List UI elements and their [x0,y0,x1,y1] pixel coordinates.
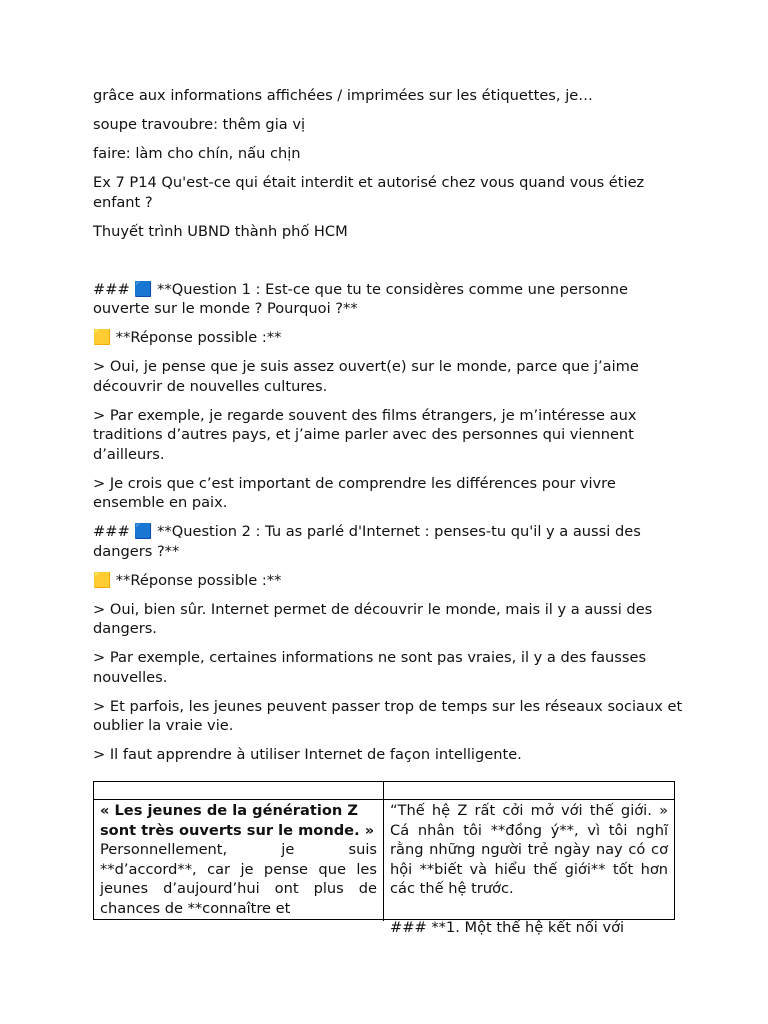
answer-label: 🟨 **Réponse possible :** [93,329,282,346]
blank-line [93,251,683,280]
table-header-cell-right [384,782,674,799]
table-header-row [94,782,674,800]
table-cell-vietnamese [384,800,674,936]
cell-heading: « Les jeunes de la génération Z sont très ouverts sur le monde. » [100,802,375,839]
answer-line: > Il faut apprendre à utiliser Internet de façon intelligente. [93,746,522,763]
answer-line: > Par exemple, certaines informations ne sont pas vraies, il y a des fausses nouvelles. [93,649,647,686]
answer-line: > Je crois que c’est important de comprendre les différences pour vivre ensemble en paix. [93,474,616,511]
answer-line: > Par exemple, je regarde souvent des films étrangers, je m’intéresse aux traditions d’autres pays, et j’aime parler avec des personnes qui viennent d’ailleurs. [93,406,637,463]
table-header-cell-left [94,782,384,799]
paragraph: soupe travoubre: thêm gia vị [93,116,306,133]
paragraph: grâce aux informations affichées / imprimées sur les étiquettes, je… [93,87,593,104]
answer-line: > Oui, bien sûr. Internet permet de découvrir le monde, mais il y a aussi des dangers. [93,600,653,637]
answer-line: > Oui, je pense que je suis assez ouvert(e) sur le monde, parce que j’aime découvrir de nouvelles cultures. [93,358,639,395]
question-heading: ### 🟦 **Question 2 : Tu as parlé d'Internet : penses-tu qu'il y a aussi des dangers ?** [93,523,641,560]
document-body [93,86,683,774]
table-row [94,800,674,936]
cell-text: ### **1. Một thế hệ kết nối với [390,918,625,936]
answer-label: 🟨 **Réponse possible :** [93,571,282,589]
blank-line [390,899,668,918]
table-cell-french [94,800,384,921]
cell-text: Personnellement, je suis **d’accord**, car je pense que les jeunes d’aujourd’hui ont plus de chances de **connaître et [100,841,377,917]
answer-line: > Et parfois, les jeunes peuvent passer trop de temps sur les réseaux sociaux et oublier la vraie vie. [93,697,683,734]
comparison-table [93,781,675,936]
question-heading: ### 🟦 **Question 1 : Est-ce que tu te considères comme une personne ouverte sur le monde ? Pourquoi ?** [93,280,629,317]
paragraph: Thuyết trình UBND thành phố HCM [93,222,348,240]
cell-text: “Thế hệ Z rất cởi mở với thế giới. » Cá nhân tôi **đồng ý**, vì tôi nghĩ rằng những người trẻ ngày nay có cơ hội **biết và hiểu thế giới** tốt hơn các thế hệ trước. [390,802,668,897]
paragraph: Ex 7 P14 Qu'est-ce qui était interdit et autorisé chez vous quand vous étiez enfant ? [93,174,645,211]
paragraph: faire: làm cho chín, nấu chịn [93,145,301,162]
